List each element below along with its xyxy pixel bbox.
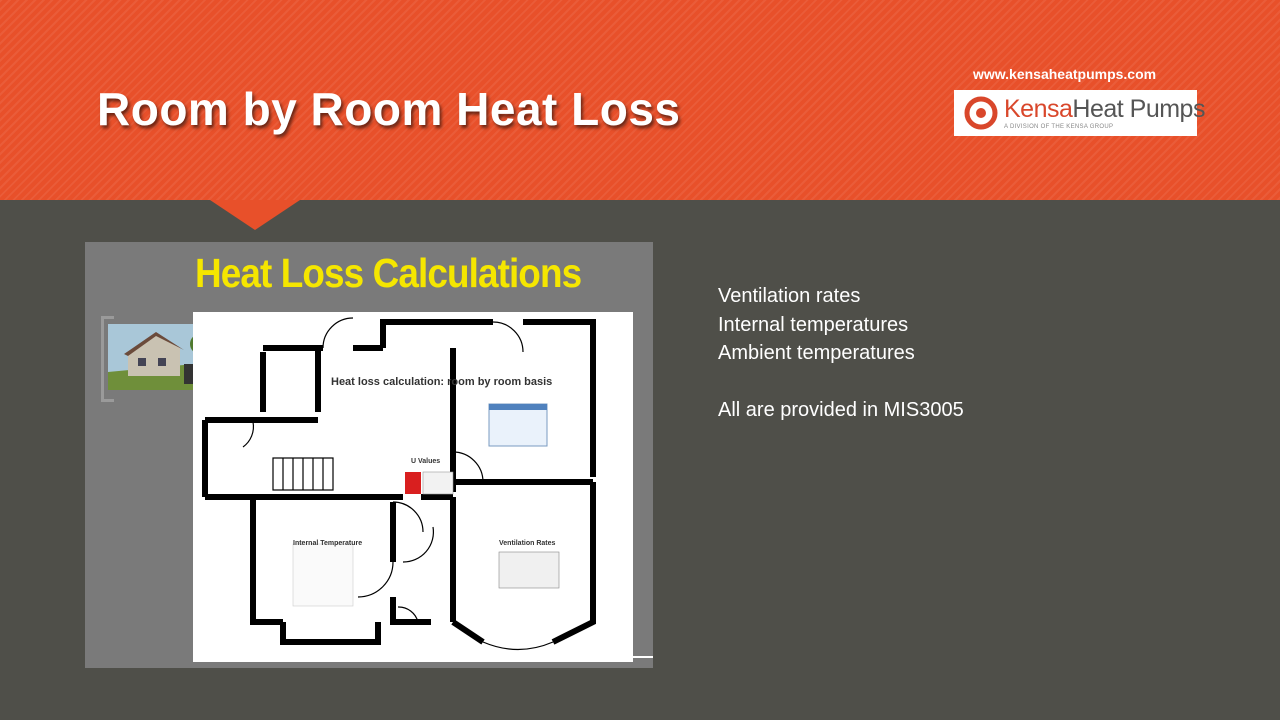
logo-brand-part1: Kensa (1004, 94, 1073, 123)
body-line (718, 368, 964, 397)
body-text (718, 282, 964, 425)
internal-temperature-label: Internal Temperature (293, 540, 363, 547)
slide-title: Room by Room Heat Loss (97, 83, 681, 135)
logo-tagline: A DIVISION OF THE KENSA GROUP (1004, 123, 1114, 130)
body-line: Ambient temperatures (718, 342, 915, 365)
logo-brand-part2: Heat Pumps (1072, 94, 1205, 123)
website-url: www.kensaheatpumps.com (973, 66, 1157, 82)
embedded-slide-title: Heat Loss Calculations (195, 250, 582, 296)
body-line: Internal temperatures (718, 313, 909, 336)
banner-pointer (210, 200, 300, 230)
embedded-divider (421, 656, 653, 658)
floor-plan (193, 312, 633, 662)
ventilation-rates-label: Ventilation Rates (499, 540, 556, 547)
floor-plan-drawing (193, 312, 633, 662)
body-line: All are provided in MIS3005 (718, 399, 964, 422)
plan-heading: Heat loss calculation: room by room basis (331, 376, 553, 388)
kensa-logo-icon (964, 96, 998, 130)
u-values-label: U Values (411, 458, 441, 465)
kensa-logo (954, 90, 1205, 136)
embedded-slide-image (85, 242, 653, 668)
body-line: Ventilation rates (718, 285, 861, 307)
